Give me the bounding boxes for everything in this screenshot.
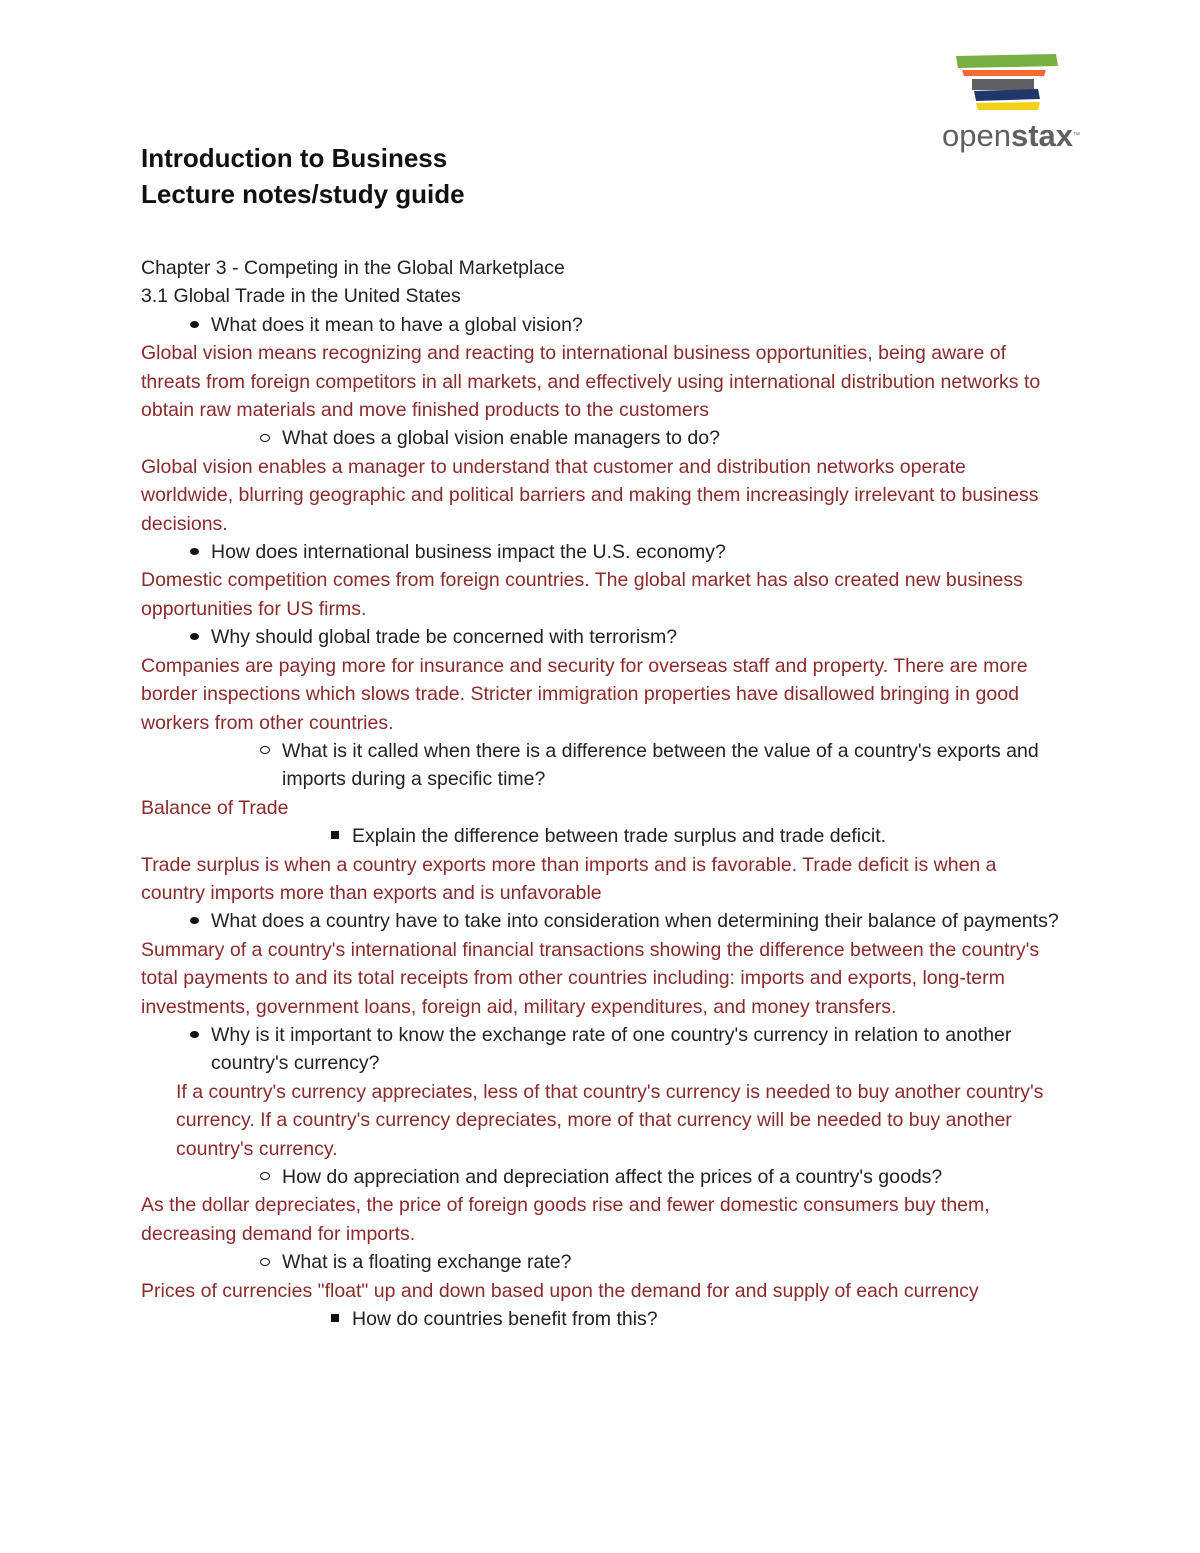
answer: If a country's currency appreciates, less of that country's currency is needed to buy another country's currency. If a country's currency depreciates, more of that currency will be needed to buy another country's currency. — [176, 1080, 1044, 1160]
logo-bar-green — [956, 54, 1058, 68]
hollow-bullet-icon — [260, 1172, 270, 1180]
list-item — [141, 424, 1061, 452]
answer: Global vision enables a manager to understand that customer and distribution networks operate worldwide, blurring geographic and political barriers and making them increasingly irrelevant to business decisions. — [141, 455, 1039, 535]
answer: Trade surplus is when a country exports more than imports and is favorable. Trade deficit is when a country imports more than exports and is unfavorable — [141, 853, 997, 904]
question: Why should global trade be concerned with terrorism? — [211, 626, 678, 649]
question: How do countries benefit from this? — [352, 1308, 658, 1331]
hollow-bullet-icon — [260, 746, 270, 754]
question: What does a global vision enable managers to do? — [282, 427, 720, 450]
logo-bar-yellow — [976, 102, 1040, 110]
logo-bar-orange — [962, 70, 1046, 76]
bullet-icon — [190, 917, 199, 924]
answer: Balance of Trade — [141, 796, 289, 819]
chapter-heading: Chapter 3 - Competing in the Global Marketplace — [141, 257, 565, 279]
question: What is a floating exchange rate? — [282, 1251, 572, 1274]
list-item — [141, 1021, 1061, 1078]
answer: Domestic competition comes from foreign countries. The global market has also created new business opportunities for US firms. — [141, 569, 1023, 620]
hollow-bullet-icon — [260, 434, 270, 442]
list-item — [141, 538, 1061, 566]
bullet-icon — [190, 1031, 199, 1038]
list-item — [141, 623, 1061, 651]
list-item — [141, 1163, 1061, 1191]
question: What is it called when there is a difference between the value of a country's exports and imports during a specific time? — [282, 739, 1039, 791]
square-bullet-icon — [331, 831, 339, 839]
bullet-icon — [190, 548, 199, 555]
answer: Global vision means recognizing and reacting to international business opportunities, being aware of threats from foreign competitors in all markets, and effectively using international distribution networks to obtain raw materials and move finished products to the customers — [141, 342, 1041, 422]
logo-text-stax: stax — [1010, 118, 1074, 153]
question: How does international business impact the U.S. economy? — [211, 541, 726, 564]
bullet-icon — [190, 321, 199, 328]
document-body — [141, 140, 1061, 1333]
question: Why is it important to know the exchange rate of one country's currency in relation to another country's currency? — [211, 1023, 1012, 1075]
question: How do appreciation and depreciation affect the prices of a country's goods? — [282, 1166, 943, 1188]
logo-bar-navy — [974, 89, 1040, 101]
logo-bar-gray — [972, 79, 1034, 90]
question: What does a country have to take into consideration when determining their balance of payments? — [211, 910, 1059, 933]
answer: As the dollar depreciates, the price of foreign goods rise and fewer domestic consumers buy them, decreasing demand for imports. — [141, 1194, 990, 1245]
answer: Companies are paying more for insurance and security for overseas staff and property. There are more border inspections which slows trade. Stricter immigration properties have disallowed bringing in good workers from other countries. — [141, 654, 1028, 734]
answer: Summary of a country's international financial transactions showing the difference between the country's total payments to and its total receipts from other countries including: imports and exports, long-term investments, government loans, foreign aid, military expenditures, and money transfers. — [141, 938, 1040, 1018]
doc-subtitle: Lecture notes/study guide — [141, 179, 465, 209]
list-item — [141, 822, 1061, 850]
question: What does it mean to have a global vision? — [211, 313, 583, 336]
logo-text-open: open — [942, 118, 1011, 153]
list-item — [141, 907, 1061, 935]
square-bullet-icon — [331, 1314, 339, 1322]
list-item — [141, 1305, 1061, 1333]
list-item — [141, 311, 1061, 339]
hollow-bullet-icon — [260, 1258, 270, 1266]
bullet-icon — [190, 633, 199, 640]
list-item — [141, 737, 1061, 794]
list-item — [141, 1248, 1061, 1276]
question: Explain the difference between trade surplus and trade deficit. — [352, 825, 887, 848]
section-heading: 3.1 Global Trade in the United States — [141, 285, 461, 308]
logo-trademark: ™ — [1073, 132, 1081, 139]
answer: Prices of currencies "float" up and down based upon the demand for and supply of each currency — [141, 1279, 979, 1302]
doc-title: Introduction to Business — [141, 143, 448, 173]
